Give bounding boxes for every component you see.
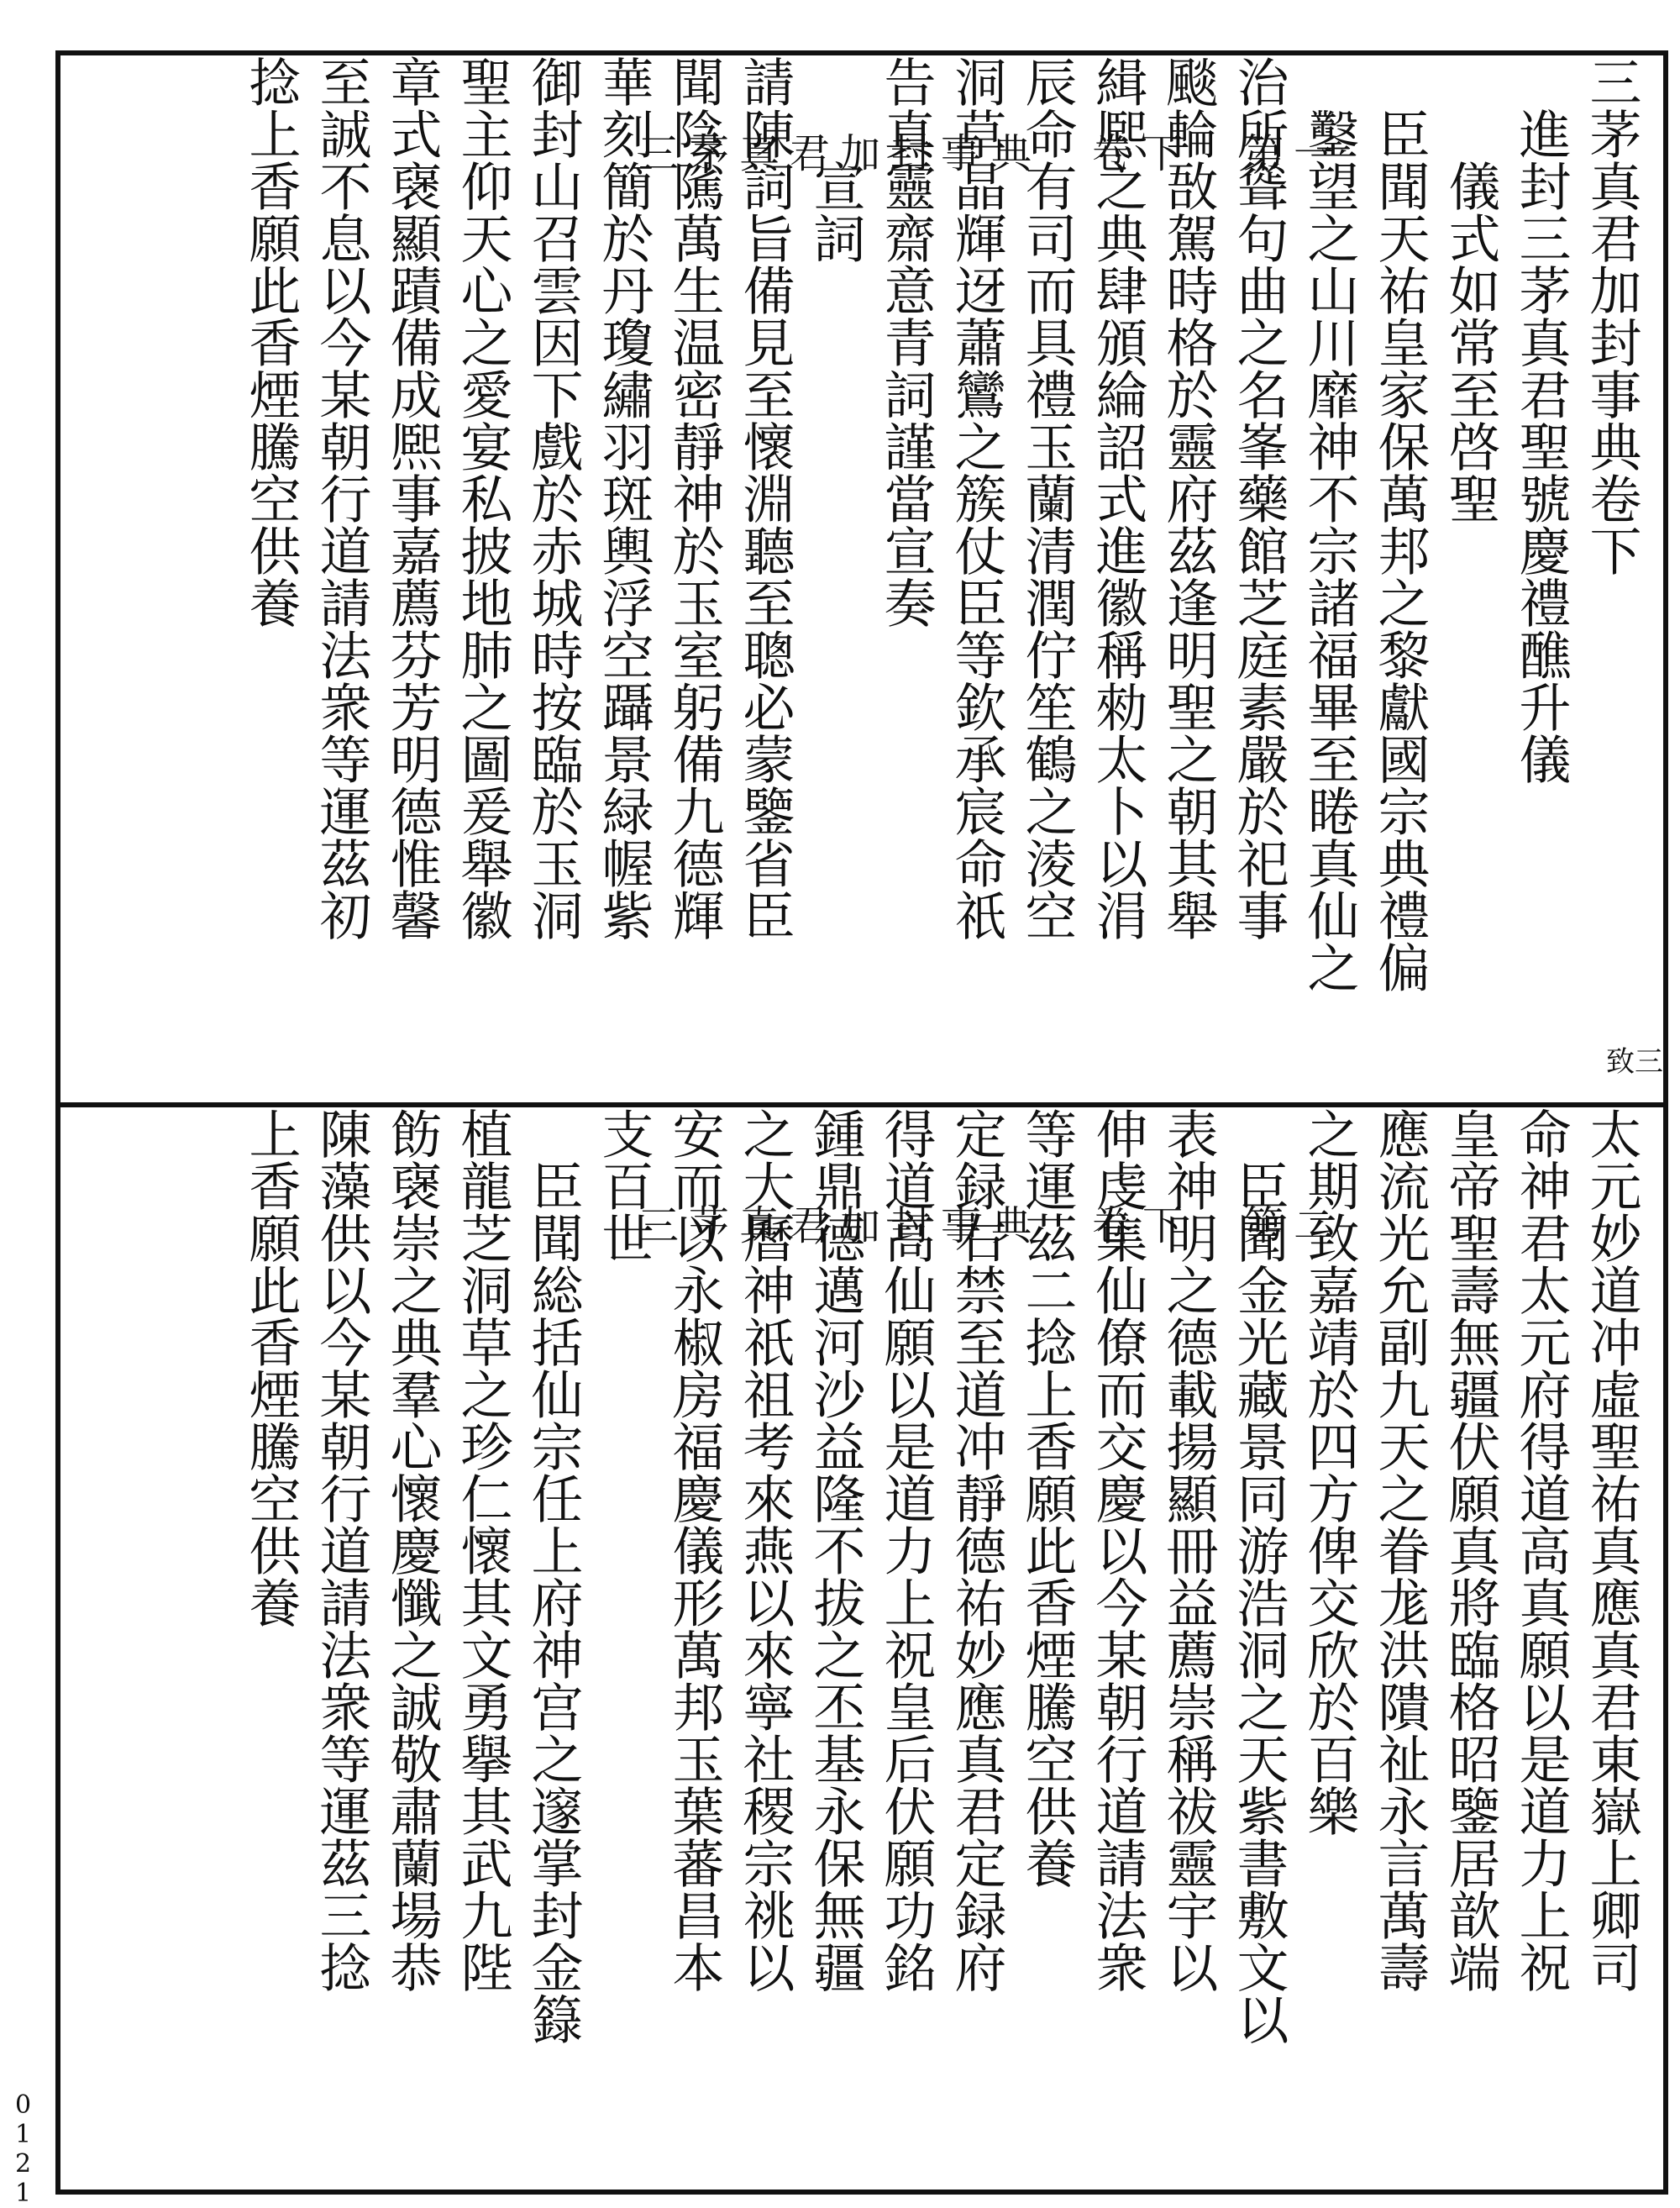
column-text: 安而以永椒房福慶儀形萬邦玉葉蕃昌本 bbox=[664, 1107, 725, 1993]
text-column bbox=[1505, 1107, 1576, 2190]
column-text: 宣詞 bbox=[805, 55, 866, 264]
column-text: 三茅真君加封事典卷下 bbox=[1581, 55, 1642, 576]
column-text: 請陳詞旨備見至懷淵聽至聰必蒙鑒省臣 bbox=[734, 55, 795, 941]
text-column bbox=[376, 55, 447, 1102]
column-text: 植龍芝洞草之珍仁懷其文勇擧其武九陛 bbox=[452, 1107, 513, 1993]
column-text: 之期致嘉靖於四方俾交欣於百樂 bbox=[1299, 1107, 1360, 1837]
column-text: 治所聳句曲之名峯藥館芝庭素嚴於祀事 bbox=[1228, 55, 1289, 941]
upper-running-header: 三茅真君加封事典 卷下 第一 bbox=[638, 130, 1345, 177]
text-column bbox=[659, 1107, 729, 2190]
text-column bbox=[729, 55, 800, 1102]
column-text: 命神君太元府得道高真願以是道力上祝 bbox=[1510, 1107, 1572, 1993]
column-text: 進封三茅真君聖號慶禮醮升儀 bbox=[1510, 55, 1572, 785]
column-text: 至誠不息以今某朝行道請法衆等運茲初 bbox=[311, 55, 372, 941]
column-text: 聖主仰天心之愛宴私披地肺之圖爰舉徽 bbox=[452, 55, 513, 941]
text-column bbox=[729, 1107, 800, 2190]
column-text: 告真靈齋意青詞謹當宣奏 bbox=[875, 55, 937, 628]
column-text: 儀式如常至啓聖 bbox=[1440, 55, 1501, 524]
text-column bbox=[1576, 1107, 1646, 2190]
column-text: 聞陰隲萬生温密靜神於玉室躬備九德輝 bbox=[664, 55, 725, 941]
text-column bbox=[1294, 1107, 1364, 2190]
text-column bbox=[1152, 1107, 1223, 2190]
text-column bbox=[588, 1107, 659, 2190]
text-column bbox=[1223, 1107, 1294, 2190]
text-column bbox=[870, 1107, 941, 2190]
column-text: 臣聞金光藏景同游浩洞之天紫書敷文以 bbox=[1228, 1107, 1289, 2045]
column-text: 颷輪敔駕時格於靈府茲逢明聖之朝其舉 bbox=[1158, 55, 1219, 941]
text-column bbox=[306, 55, 376, 1102]
text-column bbox=[800, 55, 870, 1102]
column-text: 辰命有司而具禮玉蘭清潤佇笙鶴之淩空 bbox=[1016, 55, 1078, 941]
text-column bbox=[941, 1107, 1011, 2190]
text-column bbox=[1223, 55, 1294, 1102]
text-column bbox=[376, 1107, 447, 2190]
column-text: 定録右禁至道冲靜德祐妙應真君定録府 bbox=[946, 1107, 1007, 1993]
text-column bbox=[1082, 55, 1152, 1102]
column-text: 緝熈之典肆頒綸詔式進徽稱勑太卜以涓 bbox=[1087, 55, 1148, 941]
text-column bbox=[235, 1107, 306, 2190]
text-column bbox=[1082, 1107, 1152, 2190]
text-column bbox=[306, 1107, 376, 2190]
text-column bbox=[517, 55, 588, 1102]
text-column bbox=[1435, 55, 1505, 1102]
text-column bbox=[1011, 55, 1082, 1102]
text-column bbox=[1364, 1107, 1435, 2190]
text-column bbox=[447, 55, 517, 1102]
lower-text-columns bbox=[235, 1107, 1646, 2190]
text-column bbox=[1576, 55, 1646, 1102]
column-text: 章式襃顯蹟備成熈事嘉薦芬芳明德惟馨 bbox=[381, 55, 443, 941]
text-column bbox=[941, 55, 1011, 1102]
text-column bbox=[235, 55, 306, 1102]
column-text: 飭襃崇之典羣心懷慶懺之誠敬肅蘭場恭 bbox=[381, 1107, 443, 1993]
text-column bbox=[870, 55, 941, 1102]
column-text: 鑿望之山川靡神不宗諸福畢至睠真仙之 bbox=[1299, 55, 1360, 993]
column-text: 臣聞総括仙宗任上府神宫之邃掌封金籙 bbox=[522, 1107, 584, 2045]
column-text: 皇帝聖壽無疆伏願真將臨格昭鑒居歆端 bbox=[1440, 1107, 1501, 1993]
column-text: 伸虔集仙僚而交慶以今某朝行道請法衆 bbox=[1087, 1107, 1148, 1993]
text-column bbox=[659, 55, 729, 1102]
column-text: 陳藻供以今某朝行道請法衆等運茲三捻 bbox=[311, 1107, 372, 1993]
text-column bbox=[1294, 55, 1364, 1102]
text-column bbox=[1364, 55, 1435, 1102]
column-text: 支百世 bbox=[593, 1107, 654, 1264]
text-column bbox=[517, 1107, 588, 2190]
text-column bbox=[1011, 1107, 1082, 2190]
text-column bbox=[1435, 1107, 1505, 2190]
text-column bbox=[1505, 55, 1576, 1102]
column-text: 臣聞天祐皇家保萬邦之黎獻國宗典禮偏 bbox=[1369, 55, 1431, 993]
edge-page-number: 0121 bbox=[8, 2090, 38, 2208]
upper-page-note: 致三 bbox=[1606, 1045, 1663, 1079]
column-text: 等運茲二捻上香願此香煙騰空供養 bbox=[1016, 1107, 1078, 1889]
lower-running-header: 三茅真君加封事典 卷下 第二 bbox=[638, 1202, 1345, 1249]
column-text: 得道高仙願以是道力上祝皇后伏願功銘 bbox=[875, 1107, 937, 1993]
column-text: 上香願此香煙騰空供養 bbox=[240, 1107, 302, 1628]
text-column bbox=[447, 1107, 517, 2190]
column-text: 洞草晶輝迓蕭鸞之簇仗臣等欽承宸命祇 bbox=[946, 55, 1007, 941]
upper-text-columns bbox=[235, 55, 1646, 1102]
column-text: 應流光允副九天之眷尨洪隤祉永言萬壽 bbox=[1369, 1107, 1431, 1993]
column-text: 太元妙道冲虛聖祐真應真君東嶽上卿司 bbox=[1581, 1107, 1642, 1993]
text-column bbox=[1152, 55, 1223, 1102]
upper-page bbox=[60, 55, 1663, 1102]
text-column bbox=[588, 55, 659, 1102]
column-text: 華刻簡於丹瓊繡羽斑輿浮空躡景緑幄紫 bbox=[593, 55, 654, 941]
column-text: 捻上香願此香煙騰空供養 bbox=[240, 55, 302, 628]
column-text: 之大曆神祇祖考來燕以來寧社稷宗祧以 bbox=[734, 1107, 795, 1993]
lower-page bbox=[60, 1107, 1663, 2190]
column-text: 御封山召雲因下戲於赤城時按臨於玉洞 bbox=[522, 55, 584, 941]
text-column bbox=[800, 1107, 870, 2190]
column-text: 表神明之德載揚顯冊益薦崇稱祓靈宇以 bbox=[1158, 1107, 1219, 1993]
column-text: 鍾鼎德邁河沙益隆不拔之丕基永保無疆 bbox=[805, 1107, 866, 1993]
